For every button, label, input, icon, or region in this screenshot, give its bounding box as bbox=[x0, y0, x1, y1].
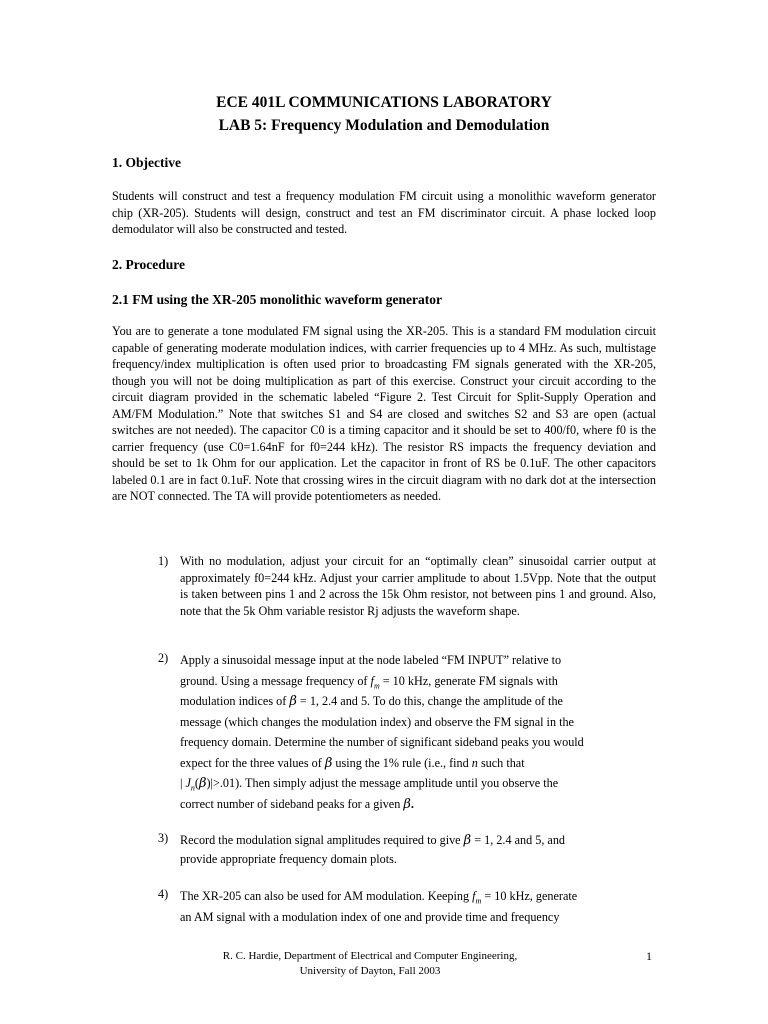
item-line: correct number of sideband peaks for a given β. bbox=[180, 796, 414, 812]
item-line: provide appropriate frequency domain plots. bbox=[180, 851, 397, 866]
item-line: frequency domain. Determine the number of significant sideband peaks you would bbox=[180, 735, 584, 749]
item-line: Apply a sinusoidal message input at the node labeled “FM INPUT” relative to bbox=[180, 653, 562, 667]
bessel-symbol: $J_n$ bbox=[185, 776, 195, 793]
list-item-4 bbox=[158, 886, 656, 927]
objective-paragraph: Students will construct and test a frequency modulation FM circuit using a monolithic waveform generator chip (XR-205). Students will design, construct and test an FM discriminator circuit. A phase locked loop demodulator will also be constructed and tested. bbox=[112, 189, 656, 236]
objective-heading: 1. Objective bbox=[112, 155, 181, 170]
beta-symbol: β bbox=[463, 833, 472, 848]
item-line: an AM signal with a modulation index of one and provide time and frequency bbox=[180, 909, 560, 924]
item-line: message (which changes the modulation index) and observe the FM signal in the bbox=[180, 714, 574, 729]
page-number: 1 bbox=[646, 949, 652, 963]
beta-symbol: β bbox=[324, 755, 333, 771]
item-number: 4) bbox=[158, 887, 169, 901]
item-number: 2) bbox=[158, 651, 169, 665]
list-item-1 bbox=[158, 553, 656, 619]
list-item-3 bbox=[158, 830, 656, 867]
item-line: ground. Using a message frequency of $f_m = 10$ kHz, generate FM signals with bbox=[180, 673, 558, 690]
item-line: Record the modulation signal amplitudes required to give β = 1, 2.4 and 5, and bbox=[180, 833, 566, 848]
n-variable: n bbox=[471, 755, 478, 770]
item-number: 3) bbox=[158, 831, 169, 845]
item-line: modulation indices of β = 1, 2.4 and 5. To do this, change the amplitude of the bbox=[180, 694, 563, 709]
footer-line-1: R. C. Hardie, Department of Electrical and Computer Engineering, bbox=[222, 950, 518, 962]
footer-line-2: University of Dayton, Fall 2003 bbox=[299, 965, 441, 977]
item-line: expect for the three values of β using the 1% rule (i.e., find n such that bbox=[180, 755, 525, 771]
beta-symbol: β bbox=[198, 776, 207, 791]
intro-paragraph: You are to generate a tone modulated FM signal using the XR-205. This is a standard FM modulation circuit capable of generating moderate modulation indices, with carrier frequencies up to 4 MHz. As such, multistage frequency/index multiplication is often used prior to broadcasting FM signals generated with the XR-205, though you will not be doing multiplication as part of this exercise. Construct your circuit according to the circuit diagram provided in the schematic labeled “Figure 2. Test Circuit for Split-Supply Operation and AM/FM Modulation.” Note that switches S1 and S4 are closed and switches S2 and S3 are open (actual switches are not needed). The capacitor C0 is a timing capacitor and it should be set to 400/f0, where f0 is the carrier frequency (use C0=1.64nF for f0=244 kHz). The resistor RS impacts the frequency deviation and should be set to 1k Ohm for our application. Let the capacitor in front of RS be 0.1uF. The other capacitors labeled 0.1 are in fact 0.1uF. Note that crossing wires in the circuit diagram with no dark dot at the intersection are NOT connected. The TA will provide potentiometers as needed. bbox=[112, 324, 656, 503]
item-line: The XR-205 can also be used for AM modulation. Keeping $f_m = 10$ kHz, generate bbox=[180, 889, 578, 906]
item-number: 1) bbox=[158, 554, 169, 568]
page-footer bbox=[170, 949, 570, 979]
procedure-heading: 2. Procedure bbox=[112, 257, 185, 272]
lab-title: LAB 5: Frequency Modulation and Demodulation bbox=[218, 117, 550, 134]
fm-symbol: $f_m$ bbox=[370, 673, 380, 690]
course-title: ECE 401L COMMUNICATIONS LABORATORY bbox=[216, 94, 552, 111]
list-item-2 bbox=[158, 650, 656, 814]
subsection-heading: 2.1 FM using the XR-205 monolithic waveform generator bbox=[112, 292, 442, 307]
item-text: With no modulation, adjust your circuit for an “optimally clean” sinusoidal carrier output at approximately f0=244 kHz. Adjust your carrier amplitude to about 1.5Vpp. Note that the output is taken between pins 1 and 2 across the 15k Ohm resistor, not between pins 1 and ground. Also, note that the 5k Ohm variable resistor Rj adjusts the waveform shape. bbox=[180, 554, 656, 618]
beta-symbol: β bbox=[403, 796, 411, 812]
item-line: | $J_n(\beta)|>.01$). Then simply adjust the message amplitude until you observe the bbox=[180, 776, 559, 793]
fm-symbol: $f_m$ bbox=[472, 889, 482, 906]
beta-symbol: β bbox=[289, 694, 297, 709]
fm-value: = 10 kHz bbox=[382, 673, 429, 688]
fm-value: = 10 kHz bbox=[484, 889, 530, 903]
